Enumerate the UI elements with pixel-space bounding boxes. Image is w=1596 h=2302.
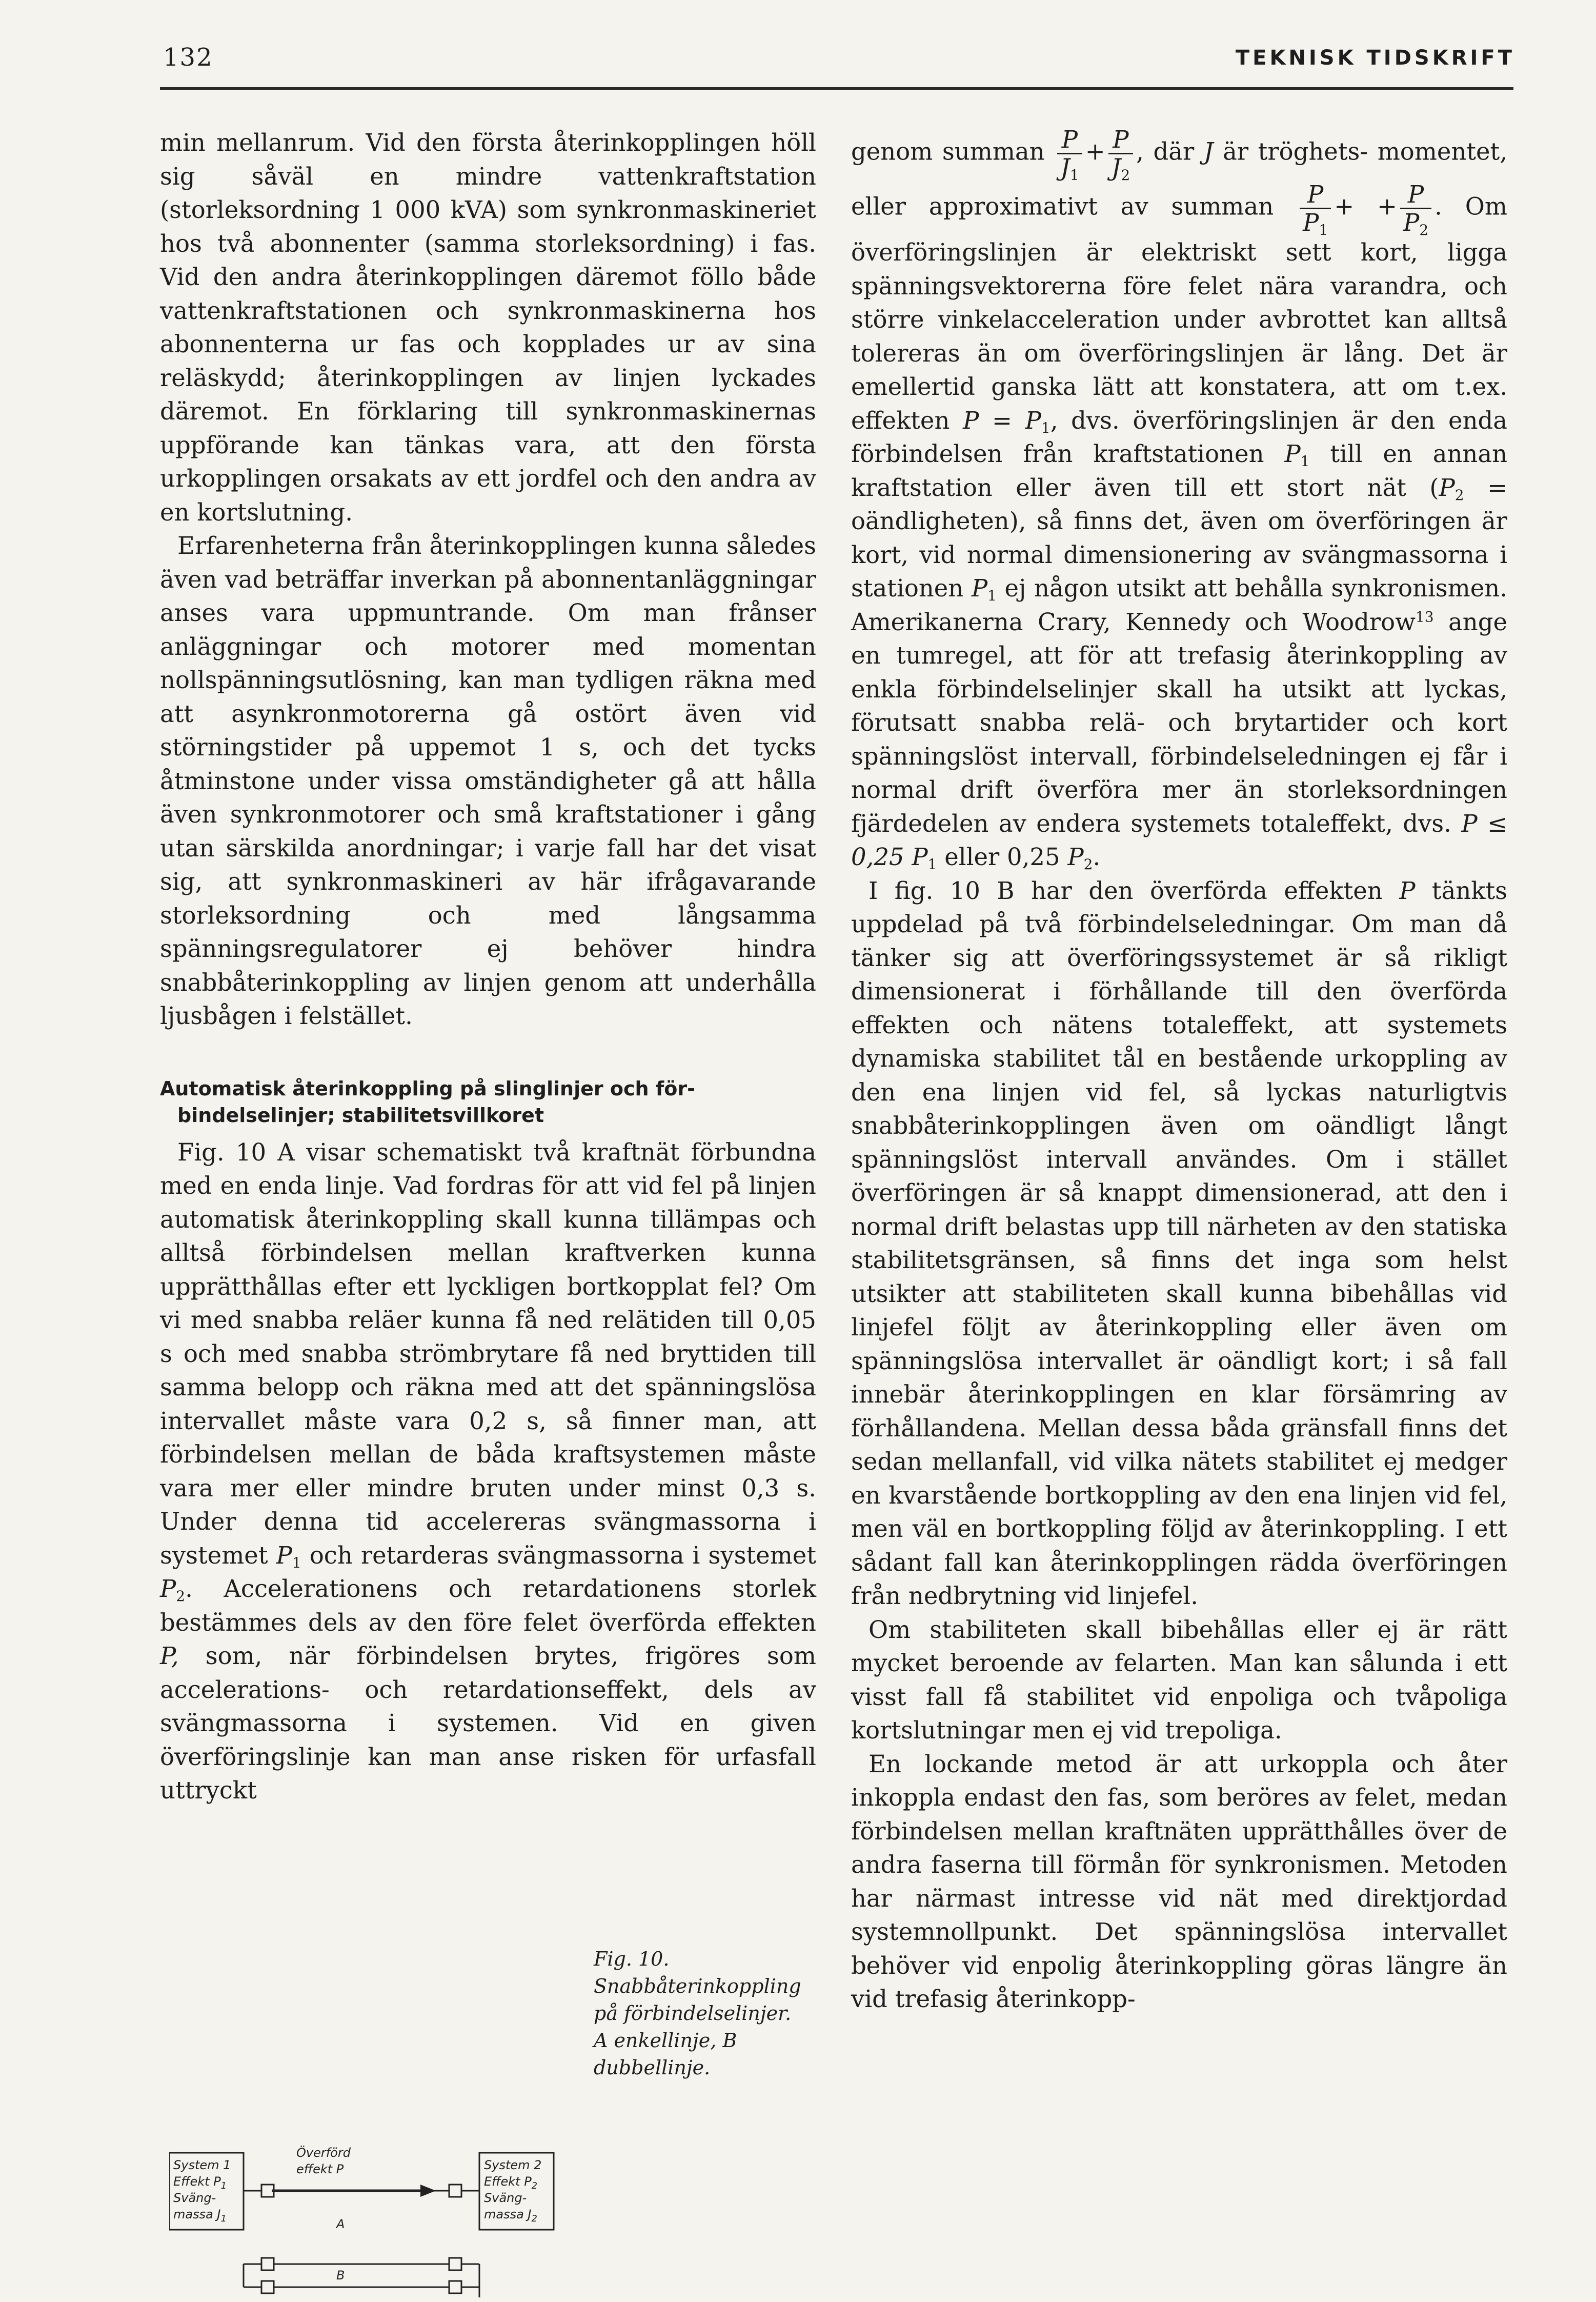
plus-sign: + <box>1085 137 1105 166</box>
text: . <box>1093 843 1101 871</box>
fraction: $\frac{P}{J_1}$ <box>1057 126 1082 181</box>
reference-number: 13 <box>1415 608 1434 625</box>
variable: P, <box>160 1642 179 1670</box>
svg-text:B: B <box>336 2268 345 2283</box>
svg-text:A: A <box>336 2217 345 2231</box>
text: ange en tumregel, att för att trefasig återinkoppling av enkla förbindelselinjer skall ha utsikt att lyckas, förutsatt snabba relä- och brytartider och kort spänningslöst intervall, förbindelseledningen ej får i normal drift överföra mer än storleksordningen fjärdedelen av endera systemets totaleffekt, dvs. <box>851 608 1507 837</box>
svg-text:Sväng-: Sväng- <box>484 2191 527 2205</box>
text: I fig. 10 B har den överförda effekten <box>868 876 1383 905</box>
section-heading-line: Automatisk återinkoppling på slinglinjer och för- <box>160 1077 695 1100</box>
svg-text:System 2: System 2 <box>484 2158 542 2172</box>
text: momentet, eller approximativt av summan <box>851 137 1508 221</box>
paragraph: Om stabiliteten skall bibehållas eller ej är rätt mycket beroende av felarten. Man kan sålunda i ett visst fall få stabilitet vid enpoliga och tvåpoliga kortslutningar men ej vid trepoliga. <box>851 1615 1507 1744</box>
svg-text:System 1: System 1 <box>173 2158 231 2172</box>
header-rule <box>160 87 1513 90</box>
equation: $P_2$ <box>1439 473 1464 504</box>
circuit-diagram <box>169 2144 805 2297</box>
paragraph <box>851 874 1507 1613</box>
text: ej någon utsikt att behålla synkronismen. Amerikanerna Crary, Kennedy och Woodrow <box>851 574 1507 636</box>
right-column <box>851 126 1507 2016</box>
plus-sign: + <box>1334 192 1355 221</box>
text: är tröghets- <box>1223 137 1368 166</box>
left-column <box>160 126 816 1808</box>
text: ), så finns det, även om överföringen är kort, vid normal dimensionering av svängmassorna i stationen <box>851 507 1507 602</box>
equation: P ≤ 0,25 $P_1$ <box>851 809 1507 873</box>
text: Fig. 10 A visar schematiskt två kraftnät förbundna med en enda linje. Vad fordras för att vid fel på linjen automatisk återinkoppling skall kunna tillämpas och alltså förbindelsen mellan kraftverken kunna upprätthållas efter ett lyckligen bortkopplat fel? Om vi med snabba reläer kunna få ned relätiden till 0,05 s och med snabba strömbrytare få ned bryttiden till samma belopp och räkna med att det spänningslösa intervallet måste vara 0,2 s, så finner man, att förbindelsen mellan de båda kraftsystemen måste vara mer eller mindre bruten under minst 0,3 s. Under denna tid accelereras svängmassorna i systemet <box>160 1138 816 1569</box>
variable: $P_1$ <box>1284 440 1310 470</box>
formula-paragraph <box>851 126 1507 874</box>
variable: $P_2$ <box>1067 843 1093 873</box>
journal-running-head: TEKNISK TIDSKRIFT <box>1235 46 1515 70</box>
text: genom summan <box>851 137 1045 166</box>
variable: P <box>1399 876 1416 905</box>
figure-caption: Fig. 10. Snabbåterinkoppling på förbindelselinjer. A enkellinje, B dubbellinje. <box>594 1948 801 2079</box>
text: . Accelerationens och retardationens storlek bestämmes dels av den före felet överförda effekten <box>160 1575 816 1636</box>
variable: $P_1$ <box>971 574 997 604</box>
paragraph <box>160 1136 816 1808</box>
svg-text:Överförd: Överförd <box>296 2146 351 2160</box>
page-number: 132 <box>163 43 213 72</box>
text: . Om överföringslinjen är elektriskt sett kort, ligga spänningsvektorerna före felet nära varandra, och större vinkelacceleration under avbrottet kan alltså tolereras än om överföringslinjen är lång. Det är emellertid ganska lätt att konstatera, att om t.ex. effekten <box>851 192 1508 434</box>
plus-sign: + <box>1377 192 1398 221</box>
section-heading-line: bindelselinjer; stabilitetsvillkoret <box>177 1104 544 1127</box>
text: och retarderas svängmassorna i systemet <box>309 1541 817 1569</box>
equation: $P = P_1$ <box>963 406 1050 436</box>
variable: $P_1$ <box>276 1541 301 1571</box>
paragraph: min mellanrum. Vid den första återinkopplingen höll sig såväl en mindre vattenkraftstation (storleksordning 1 000 kVA) som synkronmaskineriet hos två abonnenter (samma storleksordning) i fas. Vid den andra återinkopplingen däremot föllo både vattenkraftstationen och synkronmaskinerna hos abonnenterna ur fas och kopplades ur av sina reläskydd; återinkopplingen av linjen lyckades däremot. En förklaring till synkronmaskinernas uppförande kan tänkas vara, att den första urkopplingen orsakats av ett jordfel och den andra av en kortslutning. <box>160 129 816 526</box>
text: som, när förbindelsen brytes, frigöres som accelerations- och retardationseffekt, dels av svängmassorna i systemen. Vid en given överföringslinje kan man anse risken för urfasfall uttryckt <box>160 1642 816 1804</box>
svg-text:effekt P: effekt P <box>296 2162 344 2176</box>
svg-text:massa J1: massa $J_1$ <box>173 2207 227 2224</box>
figure-10 <box>169 2144 805 2297</box>
variable: $P_2$ <box>160 1575 186 1605</box>
paragraph: Erfarenheterna från återinkopplingen kunna således även vad beträffar inverkan på abonnentanläggningar anses vara uppmuntrande. Om man frånser anläggningar och motorer med momentan nollspänningsutlösning, kan man tydligen räkna med att asynkronmotorerna gå ostört även vid störningstider på uppemot 1 s, och det tycks åtminstone under vissa omständigheter gå att hålla även synkronmotorer och små kraftstationer i gång utan särskilda anordningar; i varje fall har det visat sig, att synkronmaskineri av här ifrågavarande storleksordning och med långsamma spänningsregulatorer ej behöver hindra snabbåterinkoppling av linjen genom att underhålla ljusbågen i felstället. <box>160 532 816 1030</box>
svg-text:Effekt P2: Effekt $P_2$ <box>484 2174 538 2191</box>
breaker <box>449 2185 461 2197</box>
text: , där <box>1136 137 1195 166</box>
arrow-head <box>420 2185 436 2197</box>
text: till en annan kraftstation eller även till ett stort nät ( <box>851 440 1508 502</box>
svg-text:Sväng-: Sväng- <box>173 2191 216 2205</box>
text: tänkts uppdelad på två förbindelseledningar. Om man då tänker sig att överföringssystemet är så rikligt dimensionerat i förhållande till den överförda effekten och nätens totaleffekt, att systemets dynamiska stabilitet tål en bestående urkoppling av den ena linjen vid fel, så lyckas naturligtvis snabbåterinkopplingen även om oändligt långt spänningslöst intervall användes. Om i stället överföringen är så knappt dimensionerad, att den i normal drift belastas upp till närheten av den statiska stabilitetsgränsen, så finns det inga som helst utsikter att stabiliteten skall kunna bibehållas vid linjefel följt av återinkoppling eller även om spänningslösa intervallet är oändligt kort; i så fall innebär återinkopplingen en klar försämring av förhållandena. Mellan dessa båda gränsfall finns det sedan mellanfall, vid vilka nätets stabilitet ej medger en kvarstående bortkoppling av den ena linjen vid fel, men väl en bortkoppling följd av återinkoppling. I ett sådant fall kan återinkopplingen rädda överföringen från nedbrytning vid linjefel. <box>851 876 1508 1610</box>
fraction: $\frac{P}{J_2}$ <box>1108 126 1133 181</box>
section-heading <box>160 1075 816 1129</box>
fraction: $\frac{P}{P_2}$ <box>1400 181 1431 236</box>
text: eller 0,25 <box>944 843 1060 871</box>
text: = oändligheten <box>851 473 1507 535</box>
svg-text:massa J2: massa $J_2$ <box>484 2207 537 2224</box>
svg-text:Effekt P1: Effekt $P_1$ <box>173 2174 227 2191</box>
paragraph: En lockande metod är att urkoppla och åter inkoppla endast den fas, som beröres av felet, medan förbindelsen mellan kraftnäten upprätthålles över de andra faserna till förmån för synkronismen. Metoden har närmast intresse vid nät med direktjordad systemnollpunkt. Det spänningslösa intervallet behöver vid enpolig återinkoppling göras längre än vid trefasig återinkopp- <box>851 1750 1507 2013</box>
variable: J <box>1203 137 1214 166</box>
text: , dvs. överföringslinjen är den enda förbindelsen från kraftstationen <box>851 406 1508 468</box>
fraction: $\frac{P}{P_1}$ <box>1300 181 1331 236</box>
